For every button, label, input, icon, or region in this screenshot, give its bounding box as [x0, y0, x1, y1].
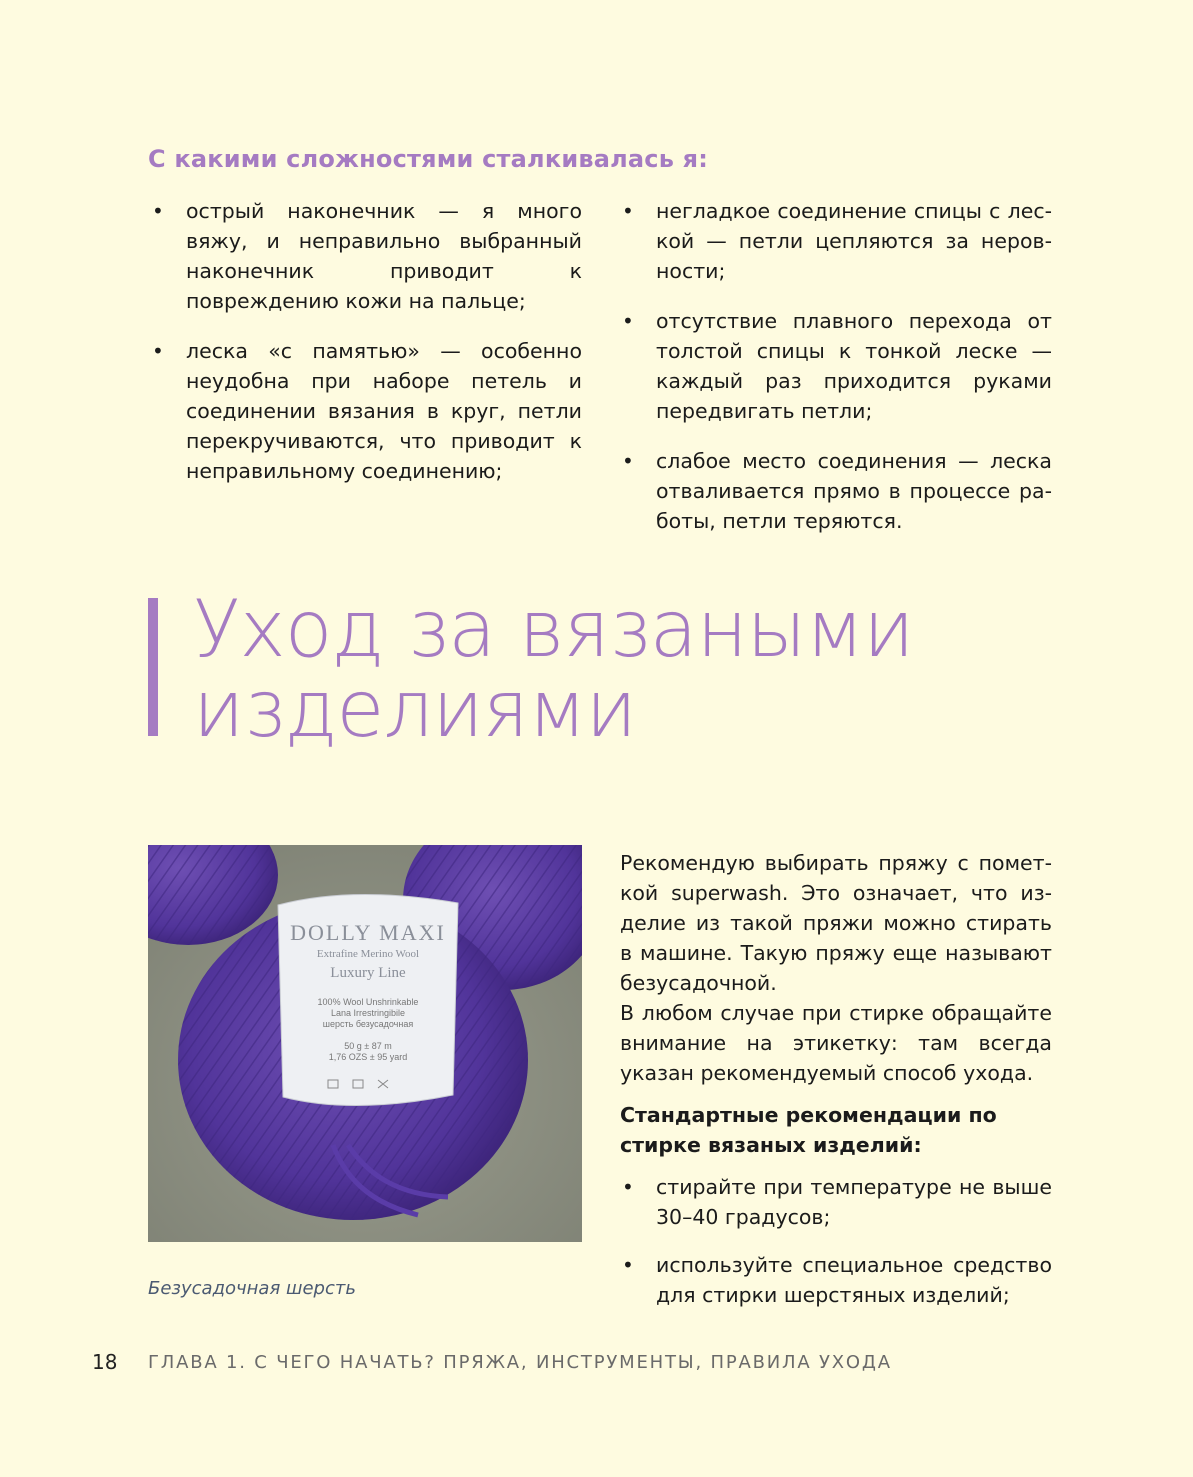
difficulties-list-left — [150, 196, 582, 506]
list-item: • леска «с памятью» — особенно неудобна при наборе петель и соединении вязания в круг, петли перекручиваются, что приводит к неправильному соединению; — [150, 336, 582, 486]
page-number: 18 — [92, 1350, 118, 1374]
recommendations-heading: Стандартные рекомендации по стирке вязаных изделий: — [620, 1103, 997, 1157]
body-text — [620, 848, 1052, 1088]
list-item: • используйте специальное средство для стирки шерстяных изделий; — [620, 1250, 1052, 1310]
svg-text:шерсть безусадочная: шерсть безусадочная — [322, 1019, 414, 1029]
paragraph: В любом случае при стирке обращайте внимание на этикетку: там всегда указан рекомендуемый способ ухода. — [620, 1001, 1052, 1085]
svg-text:Lana Irrestringibile: Lana Irrestringibile — [330, 1008, 406, 1018]
title-line-2: изделиями — [193, 665, 636, 755]
title-line-1: Уход за вязаными — [193, 585, 914, 675]
photo-caption: Безусадочная шерсть — [148, 1278, 356, 1299]
svg-text:100% Wool Unshrinkable: 100% Wool Unshrinkable — [317, 997, 419, 1007]
list-item: • негладкое соединение спицы с леской — петли цепляются за неровности; — [620, 196, 1052, 286]
yarn-photo — [148, 845, 582, 1242]
section-heading: С какими сложностями сталкивалась я: — [148, 145, 709, 173]
list-item: • слабое место соединения — леска отваливается прямо в процессе работы, петли теряются. — [620, 446, 1052, 536]
paragraph: Рекомендую выбирать пряжу с пометкой superwash. Это означает, что изделие из такой пряжи можно стирать в машине. Такую пряжу еще называют безусадочной. — [620, 851, 1052, 995]
wash-recommendations-list — [620, 1172, 1052, 1328]
difficulties-list-right — [620, 196, 1052, 556]
list-item: • острый наконечник — я много вяжу, и неправильно выбранный наконечник приводит к повреждению кожи на пальце; — [150, 196, 582, 316]
svg-text:DOLLY MAXI: DOLLY MAXI — [290, 920, 446, 945]
list-item: • стирайте при температуре не выше 30–40 градусов; — [620, 1172, 1052, 1232]
chapter-section-title — [193, 585, 1143, 755]
svg-text:Extrafine Merino Wool: Extrafine Merino Wool — [316, 948, 420, 960]
running-footer: ГЛАВА 1. С ЧЕГО НАЧАТЬ? ПРЯЖА, ИНСТРУМЕНТЫ, ПРАВИЛА УХОДА — [148, 1352, 892, 1373]
title-accent-bar — [148, 598, 158, 736]
svg-text:1,76 OZS ± 95 yard: 1,76 OZS ± 95 yard — [328, 1052, 408, 1062]
list-item: • отсутствие плавного перехода от толстой спицы к тонкой леске — каждый раз приходится руками передвигать петли; — [620, 306, 1052, 426]
svg-text:Luxury Line: Luxury Line — [330, 965, 406, 981]
svg-text:50 g ± 87 m: 50 g ± 87 m — [344, 1041, 392, 1051]
